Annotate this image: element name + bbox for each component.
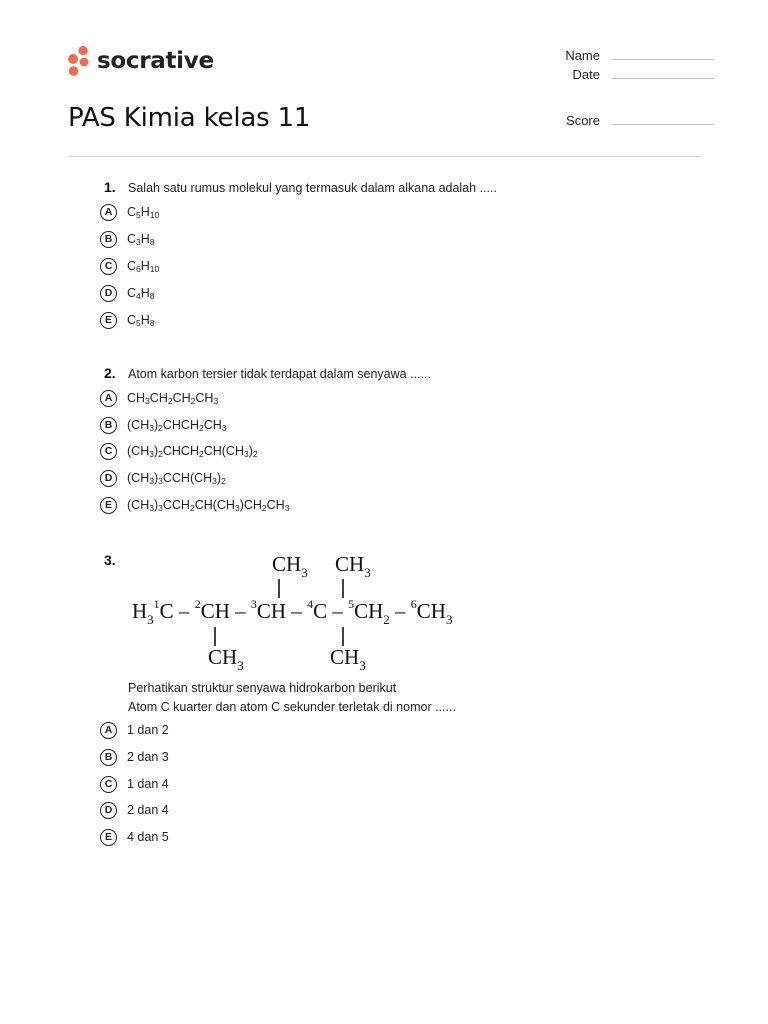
date-field[interactable] [520,67,714,82]
option-letter: E [100,497,117,514]
score-label: Score [566,113,600,128]
top-ch3-b [335,552,371,580]
svg-text:H31C – 2CH – 3CH – 4C – 5CH2 –: $H_3^1C - ^2CH - ^3CH - ^4C - ^5CH_2 - ^6CH_3$ [132,597,453,627]
option-letter: D [100,802,117,819]
header-divider [68,156,701,157]
option-text: $(CH_3)_3CCH(CH_3)_2$ [127,471,226,486]
option-text: $C_6H_{10}$ [127,259,160,274]
option-letter: D [100,285,117,302]
question-text: Atom karbon tersier tidak terdapat dalam senyawa ...... [128,367,431,381]
option-c[interactable] [100,441,258,461]
option-e[interactable] [100,827,169,847]
option-a[interactable] [100,388,218,408]
bottom-ch3-a [208,645,244,673]
option-text: $C_5H_{10}$ [127,205,160,220]
option-text: $C_4H_8$ [127,286,155,301]
socrative-logo-icon [67,45,91,77]
option-letter: C [100,258,117,275]
question-text-line2: Atom C kuarter dan atom C sekunder terletak di nomor ...... [128,700,456,714]
question-text: Salah satu rumus molekul yang termasuk dalam alkana adalah ..... [128,181,497,195]
brand-name: socrative [97,48,214,74]
option-letter: E [100,829,117,846]
option-e[interactable] [100,310,155,330]
option-letter: B [100,749,117,766]
option-e[interactable] [100,495,289,515]
structure-diagram [130,548,502,674]
date-line[interactable] [612,77,714,79]
main-chain [132,597,452,627]
option-text: $C_3H_8$ [127,232,155,247]
question-number: 2. [104,365,116,381]
option-letter: E [100,312,117,329]
option-text: 2 dan 3 [127,750,169,764]
svg-text:CH3: $CH_3$ [208,645,244,673]
option-letter: A [100,204,117,221]
option-text: $CH_3CH_2CH_2CH_3$ [127,391,219,406]
question-number: 1. [104,179,116,195]
option-letter: A [100,390,117,407]
option-b[interactable] [100,747,169,767]
option-d[interactable] [100,468,226,488]
option-d[interactable] [100,800,169,820]
name-line[interactable] [612,58,714,60]
page-title: PAS Kimia kelas 11 [68,103,311,133]
option-c[interactable] [100,256,159,276]
option-text: 2 dan 4 [127,803,169,817]
svg-text:CH3: $CH_3$ [330,645,366,673]
option-text: 4 dan 5 [127,830,169,844]
question-number: 3. [104,552,116,568]
option-text: $C_5H_8$ [127,313,155,328]
option-letter: B [100,417,117,434]
question-text-line1: Perhatikan struktur senyawa hidrokarbon berikut [128,681,397,695]
option-a[interactable] [100,720,169,740]
date-label: Date [572,67,600,82]
top-ch3-a [272,552,308,580]
svg-text:CH3: $CH_3$ [272,552,308,580]
option-b[interactable] [100,229,155,249]
option-letter: D [100,470,117,487]
option-letter: C [100,776,117,793]
option-letter: B [100,231,117,248]
option-letter: A [100,722,117,739]
option-text: 1 dan 2 [127,723,169,737]
name-field[interactable] [520,48,714,63]
score-field[interactable] [520,113,714,128]
option-text: $(CH_3)_3CCH_2CH(CH_3)CH_2CH_3$ [127,498,290,513]
option-d[interactable] [100,283,155,303]
option-c[interactable] [100,774,169,794]
option-text: 1 dan 4 [127,777,169,791]
option-text: $(CH_3)_2CHCH_2CH_3$ [127,418,227,433]
socrative-logo [67,44,214,78]
option-text: $(CH_3)_2CHCH_2CH(CH_3)_2$ [127,444,258,459]
option-letter: C [100,443,117,460]
option-b[interactable] [100,415,227,435]
name-label: Name [565,48,600,63]
option-a[interactable] [100,202,159,222]
svg-text:CH3: $CH_3$ [335,552,371,580]
bottom-ch3-b [330,645,366,673]
score-line[interactable] [612,123,714,125]
